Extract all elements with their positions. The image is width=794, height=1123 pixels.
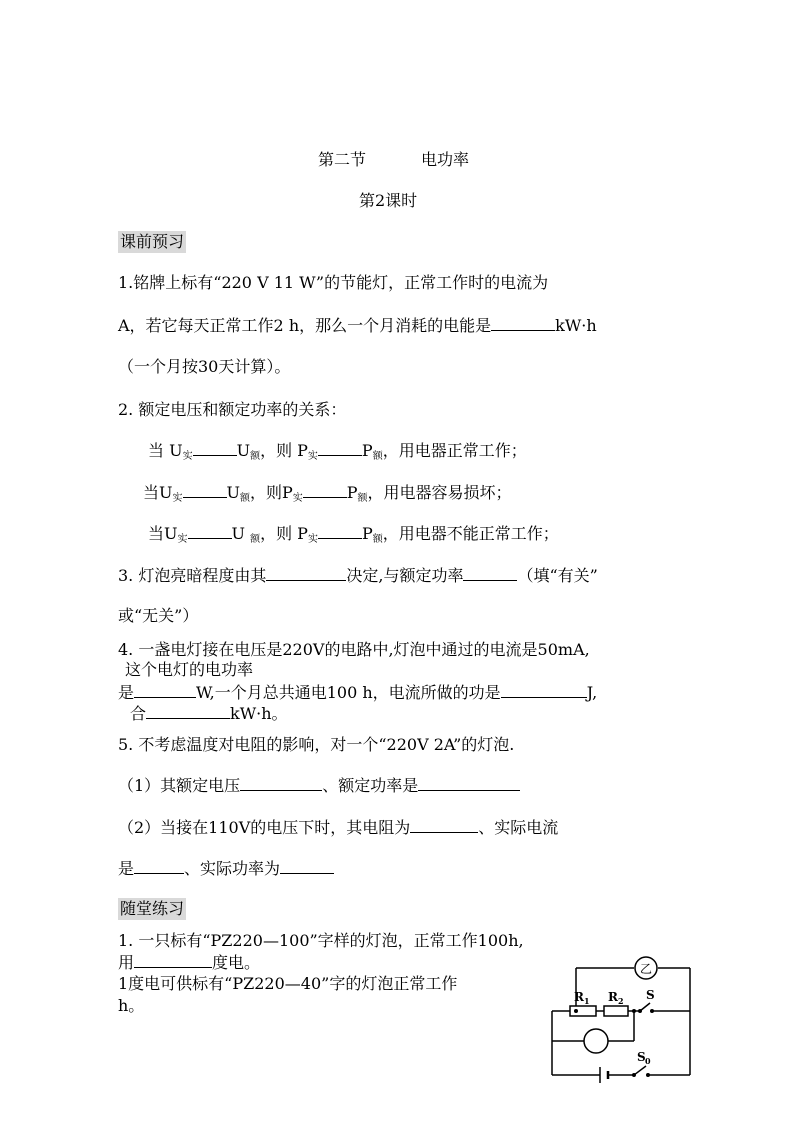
answer-blank[interactable] — [193, 441, 237, 456]
practice-q1-line4: h。 — [118, 996, 145, 1015]
page-title-topic: 电功率 — [421, 150, 470, 169]
switch-s0-label: S — [637, 1050, 646, 1064]
q3-line2: 或“无关”） — [118, 606, 199, 625]
answer-blank[interactable] — [318, 524, 362, 539]
section-label-practice: 随堂练习 — [120, 899, 185, 918]
q1-line1: 1.铭牌上标有“220 V 11 W”的节能灯，正常工作时的电流为 — [118, 273, 549, 292]
practice-text: 度电。 — [212, 953, 261, 972]
q1-line2 — [118, 316, 597, 336]
q4-text: 是 — [118, 683, 135, 702]
switch-s-contact — [638, 1009, 642, 1013]
q2-row-text: P — [361, 524, 373, 543]
switch-s0-contact — [632, 1073, 636, 1077]
switch-s0-contact — [646, 1073, 650, 1077]
q4-line4 — [130, 704, 288, 724]
q5-text: （2）当接在110V的电压下时，其电阻为 — [118, 818, 411, 837]
answer-blank[interactable] — [134, 859, 184, 874]
q4-text: J, — [586, 683, 598, 702]
practice-q1-line1: 1. 一只标有“PZ220—100”字样的灯泡，正常工作100h, — [118, 931, 524, 950]
q2-row-sub: 实 — [292, 493, 303, 504]
q2-row-sub: 实 — [182, 451, 193, 462]
switch-s0-sub-label: 0 — [645, 1056, 651, 1066]
answer-blank[interactable] — [188, 524, 232, 539]
q5-part3 — [118, 859, 334, 879]
q2-row-1 — [148, 441, 527, 467]
circuit-diagram — [548, 955, 694, 1083]
answer-blank[interactable] — [183, 483, 227, 498]
q2-row-sub: 实 — [307, 451, 318, 462]
answer-blank[interactable] — [303, 483, 347, 498]
q2-row-text: ，用电器不能正常工作； — [382, 524, 559, 543]
q5-text: （1）其额定电压 — [118, 776, 241, 795]
r1-label: R — [574, 990, 584, 1004]
answer-blank[interactable] — [410, 818, 478, 833]
q2-row-sub: 额 — [250, 534, 261, 545]
q2-row-text: 当U — [143, 483, 173, 502]
q1-unit: kW·h — [555, 316, 597, 335]
q2-row-sub: 额 — [372, 451, 383, 462]
q1-line2-text: A，若它每天正常工作2 h，那么一个月消耗的电能是 — [118, 316, 492, 335]
answer-blank[interactable] — [134, 683, 196, 698]
resistor-r1 — [570, 1006, 596, 1016]
q4-line1: 4. 一盏电灯接在电压是220V的电路中,灯泡中通过的电流是50mA, — [118, 640, 590, 659]
section-label-preview: 课前预习 — [120, 232, 185, 251]
meter-top-label: 乙 — [640, 962, 653, 976]
q4-line3 — [118, 683, 597, 703]
q4-text: W,一个月总共通电100 h，电流所做的功是 — [196, 683, 501, 702]
q2-row-text: U — [231, 524, 251, 543]
r2-sub-label: 2 — [618, 996, 624, 1006]
resistor-r2 — [604, 1006, 628, 1016]
q3-line1 — [118, 566, 598, 586]
q1-line3: （一个月按30天计算）。 — [118, 357, 291, 376]
q2-row-sub: 额 — [372, 534, 383, 545]
answer-blank[interactable] — [318, 441, 362, 456]
q2-row-text: P — [346, 483, 358, 502]
switch-s-label: S — [646, 988, 655, 1002]
q2-row-text: P — [361, 441, 373, 460]
q2-row-text: U — [226, 483, 240, 502]
q2-row-sub: 实 — [177, 534, 188, 545]
q2-row-text: U — [236, 441, 251, 460]
q2-row-sub: 额 — [357, 493, 368, 504]
q2-row-sub: 实 — [172, 493, 183, 504]
q2-row-sub: 额 — [250, 451, 261, 462]
answer-blank[interactable] — [134, 953, 212, 968]
q5-text: 、额定功率是 — [322, 776, 419, 795]
q3-text: 3. 灯泡亮暗程度由其 — [118, 566, 267, 585]
answer-blank[interactable] — [240, 776, 322, 791]
page-subtitle: 第2课时 — [359, 191, 418, 210]
practice-text: 用 — [118, 953, 135, 972]
q2-row-text: ，则 P — [260, 441, 308, 460]
q5-part1 — [118, 776, 520, 796]
answer-blank[interactable] — [280, 859, 334, 874]
r2-label: R — [608, 990, 618, 1004]
q3-text: 决定,与额定功率 — [346, 566, 464, 585]
answer-blank[interactable] — [266, 566, 346, 581]
q3-text: （填“有关” — [517, 566, 598, 585]
q2-row-text: ，则P — [249, 483, 293, 502]
q5-title: 5. 不考虑温度对电阻的影响，对一个“220V 2A”的灯泡. — [118, 735, 515, 754]
switch-s-contact — [650, 1009, 654, 1013]
page-title-section: 第二节 — [318, 150, 367, 169]
q2-title: 2. 额定电压和额定功率的关系： — [118, 400, 347, 419]
q4-line2: 这个电灯的电功率 — [125, 660, 254, 679]
r1-sub-label: 1 — [584, 996, 590, 1006]
practice-q1-line3: 1度电可供标有“PZ220—40”字的灯泡正常工作 — [118, 974, 458, 993]
junction-dot — [574, 1009, 578, 1013]
answer-blank[interactable] — [146, 704, 230, 719]
q2-row-3 — [148, 524, 559, 550]
practice-q1-line2 — [118, 953, 260, 973]
q2-row-2 — [143, 483, 512, 509]
q2-row-text: 当U — [148, 524, 178, 543]
q2-row-text: ，则 P — [260, 524, 308, 543]
answer-blank[interactable] — [491, 316, 555, 331]
q2-row-sub: 实 — [307, 534, 318, 545]
q2-row-text: ，用电器容易损坏； — [367, 483, 512, 502]
junction-dot — [632, 1009, 636, 1013]
answer-blank[interactable] — [501, 683, 587, 698]
answer-blank[interactable] — [418, 776, 520, 791]
answer-blank[interactable] — [463, 566, 517, 581]
q4-text: 合 — [130, 704, 147, 723]
q5-text: 、实际功率为 — [184, 859, 281, 878]
q5-part2 — [118, 818, 558, 838]
meter-middle — [584, 1029, 608, 1053]
q2-row-text: 当 U — [148, 441, 183, 460]
q2-row-sub: 额 — [239, 493, 250, 504]
q2-row-text: ，用电器正常工作； — [382, 441, 527, 460]
q5-text: 是 — [118, 859, 135, 878]
q4-text: kW·h。 — [230, 704, 288, 723]
q5-text: 、实际电流 — [478, 818, 559, 837]
